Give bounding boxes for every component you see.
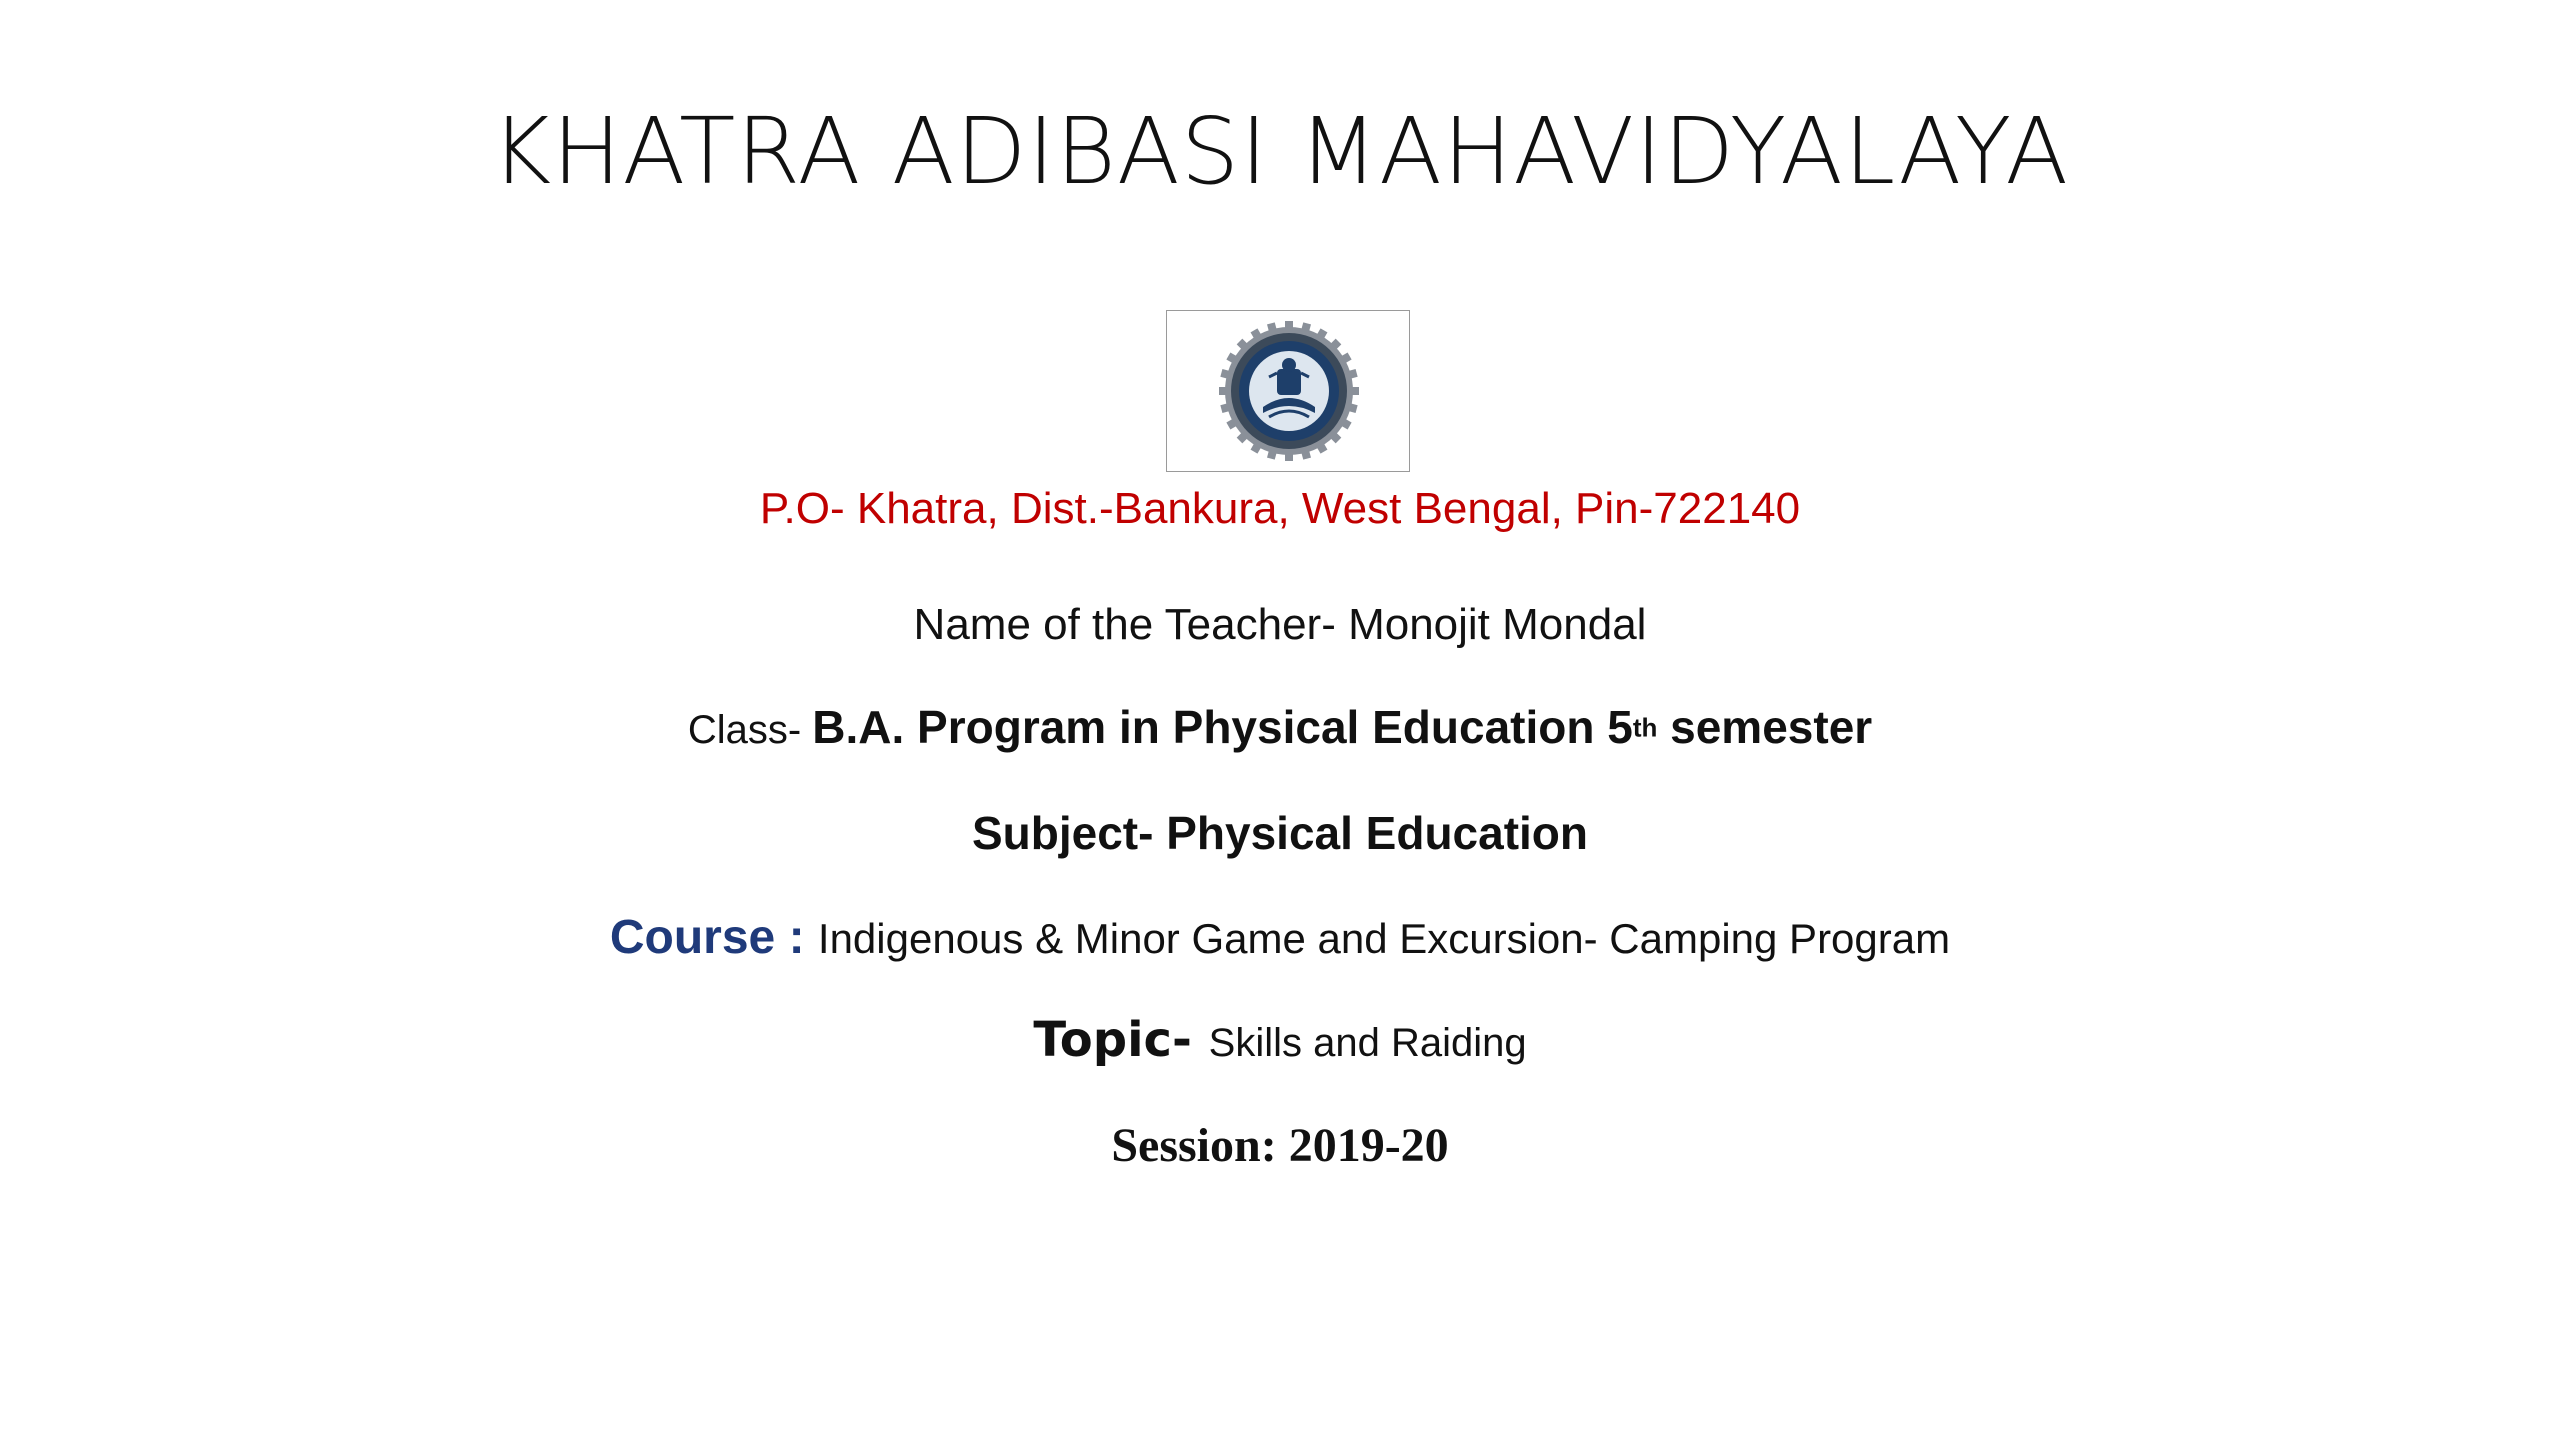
course-line [0,910,2560,965]
logo-frame [1166,310,1410,472]
university-emblem-icon [1217,319,1361,463]
subject-line: Subject- Physical Education [971,807,1589,859]
class-line [0,700,2560,754]
class-program: B.A. Program in Physical Education 5 [812,701,1633,753]
page-title: KHATRA ADIBASI MAHAVIDYALAYA [490,98,2070,205]
teacher-name: Name of the Teacher- Monojit Mondal [913,600,1647,649]
class-semester: semester [1657,701,1873,753]
college-address: P.O- Khatra, Dist.-Bankura, West Bengal, Pin-722140 [759,484,1801,533]
topic-value: Skills and Raiding [1208,1021,1527,1065]
topic-label: Topic- [1033,1012,1209,1068]
class-prefix: Class- [687,708,813,752]
course-label: Course : [609,911,818,964]
topic-line [0,1012,2560,1068]
class-ordinal-suffix: th [1632,712,1658,743]
session-line: Session: 2019-20 [1111,1119,1449,1172]
course-value: Indigenous & Minor Game and Excursion- Camping Program [817,915,1951,962]
